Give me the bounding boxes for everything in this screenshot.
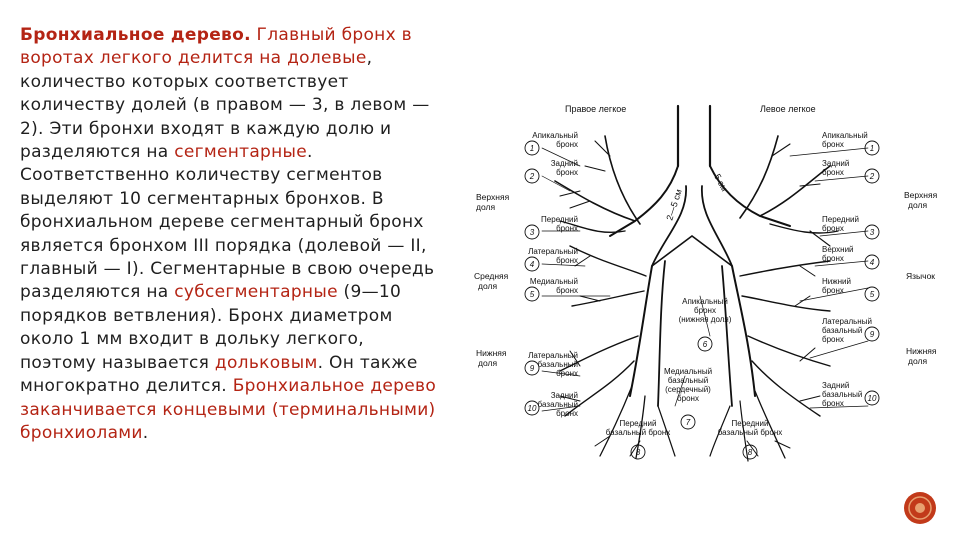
right-bronchus-label-line: бронх: [822, 335, 844, 344]
lobe-upper-left-line2: доля: [476, 202, 496, 212]
left-bronchus-number: 10: [527, 404, 537, 413]
lobe-upper-right-line1: Верхняя: [904, 190, 938, 200]
left-bronchus-label-line: бронх: [556, 224, 578, 233]
center-medial-label-line: бронх: [677, 394, 699, 403]
left-bronchus-label-line: бронх: [556, 286, 578, 295]
title-right-lung: Правое легкое: [565, 104, 627, 114]
left-bronchus-label-line: бронх: [556, 369, 578, 378]
left-bronchus-label-line: бронх: [556, 256, 578, 265]
right-bronchus-number: 10: [867, 394, 877, 403]
bottom-right-number: 8: [747, 448, 753, 457]
left-bronchus-label-line: Передний: [541, 215, 578, 224]
left-bronchus-number: 1: [529, 144, 535, 153]
bottom-left-label-line: Передний: [619, 419, 657, 428]
center-apical-label-line: (нижняя доля): [678, 315, 732, 324]
bronchus-labels-left: [525, 131, 578, 418]
right-bronchus-label-line: бронх: [822, 399, 844, 408]
right-bronchus-label-line: Передний: [822, 215, 859, 224]
bottom-left-number: 8: [635, 448, 641, 457]
bronchial-tree-drawing: [542, 106, 868, 461]
left-bronchus-label-line: Задний: [550, 391, 578, 400]
lobe-lower-left-line2: доля: [478, 358, 498, 368]
right-bronchus-label-line: Задний: [822, 159, 850, 168]
center-medial-label-line: (сердечный): [665, 385, 711, 394]
right-bronchus-label-line: Верхний: [822, 245, 854, 254]
center-apical-number: 6: [702, 340, 708, 349]
heading-bronchial-tree: Бронхиальное дерево.: [20, 25, 251, 45]
highlight-main-bronchus: Главный бронх в воротах легкого делится на долевые: [20, 25, 412, 69]
lobe-lower-right-line2: доля: [908, 356, 928, 366]
center-medial-number: 7: [685, 418, 691, 427]
highlight-subsegmental: субсегментарные: [174, 282, 338, 303]
lobe-lower-left-line1: Нижняя: [476, 348, 507, 358]
right-bronchus-label-line: бронх: [822, 254, 844, 263]
left-bronchus-label-line: Апикальный: [532, 131, 578, 140]
bottom-right-label-line: Передний: [731, 419, 769, 428]
left-bronchus-number: 9: [529, 364, 535, 373]
right-bronchus-number: 3: [869, 228, 875, 237]
lobe-upper-right-line2: доля: [908, 200, 928, 210]
left-bronchus-label-line: Задний: [550, 159, 578, 168]
text-panel: [20, 24, 440, 445]
right-bronchus-number: 1: [869, 144, 875, 153]
text-divides: . Он также многократно делится.: [20, 352, 418, 397]
center-apical-label-line: Апикальный: [682, 297, 728, 306]
bronchus-labels-right: [822, 131, 879, 408]
measure-left-main: 5 см: [712, 172, 730, 194]
left-bronchus-label-line: базальный: [537, 360, 578, 369]
right-bronchus-number: 4: [869, 258, 875, 267]
center-apical-label-line: бронх: [694, 306, 716, 315]
bottom-right-label-line: базальный бронх: [717, 428, 783, 437]
right-bronchus-number: 5: [869, 290, 875, 299]
lobe-middle-line2: доля: [478, 281, 498, 291]
highlight-lobular: дольковым: [214, 352, 318, 373]
text-period: .: [142, 422, 149, 443]
right-bronchus-label-line: Задний: [822, 381, 850, 390]
text-lobular: (9—10 порядков ветвления). Бронх диаметром около 1 мм входит в дольку легкого, поэтому называется: [20, 282, 402, 373]
highlight-terminal-bronchioles: Бронхиальное дерево заканчивается концевыми (терминальными) бронхиолами: [20, 376, 437, 443]
right-bronchus-number: 2: [869, 172, 875, 181]
left-bronchus-label-line: Латеральный: [528, 247, 578, 256]
left-bronchus-label-line: Латеральный: [528, 351, 578, 360]
left-bronchus-number: 2: [529, 172, 535, 181]
highlight-segmental: сегментарные: [174, 142, 308, 163]
right-bronchus-number: 9: [869, 330, 875, 339]
bottom-left-label-line: базальный бронх: [605, 428, 671, 437]
bronchus-labels-center: [606, 297, 782, 459]
right-bronchus-label-line: бронх: [822, 168, 844, 177]
left-bronchus-number: 3: [529, 228, 535, 237]
right-bronchus-label-line: бронх: [822, 224, 844, 233]
text-segments: . Соответственно количеству сегментов выделяют 10 сегментарных бронхов. В бронхиальном дереве сегментарный бронх является бронхом III порядка (долевой — II, главный — I). Сегментарные в свою очередь разделяются на: [20, 142, 435, 303]
lobe-upper-left-line1: Верхняя: [476, 192, 510, 202]
left-bronchus-label-line: бронх: [556, 409, 578, 418]
decorative-emblem-icon: [902, 490, 938, 526]
right-bronchus-label-line: базальный: [822, 326, 863, 335]
text-lobar-count: , количество которых соответствует количеству долей (в правом — 3, в левом — 2). Эти бронхи входят в каждую долю и разделяются на: [20, 48, 430, 163]
left-bronchus-label-line: Медиальный: [529, 277, 578, 286]
left-bronchus-label-line: бронх: [556, 140, 578, 149]
left-bronchus-number: 4: [529, 260, 535, 269]
bronchial-tree-diagram: [460, 96, 950, 476]
right-bronchus-label-line: бронх: [822, 286, 844, 295]
left-bronchus-number: 5: [529, 290, 535, 299]
lobe-labels-left: [474, 192, 510, 368]
left-bronchus-label-line: базальный: [537, 400, 578, 409]
lobe-lower-right-line1: Нижняя: [906, 346, 937, 356]
center-medial-label-line: Медиальный: [663, 367, 713, 376]
measure-right-main: 2—5 см: [664, 187, 684, 222]
right-bronchus-label-line: Латеральный: [822, 317, 872, 326]
lobe-labels-right: [904, 190, 938, 366]
title-left-lung: Левое легкое: [760, 104, 816, 114]
left-bronchus-label-line: бронх: [556, 168, 578, 177]
right-bronchus-label-line: Нижний: [822, 277, 851, 286]
right-bronchus-label-line: Апикальный: [822, 131, 868, 140]
lobe-lingula: Язычок: [906, 271, 936, 281]
right-bronchus-label-line: базальный: [822, 390, 863, 399]
lobe-middle-line1: Средняя: [474, 271, 509, 281]
right-bronchus-label-line: бронх: [822, 140, 844, 149]
center-medial-label-line: базальный: [667, 376, 709, 385]
